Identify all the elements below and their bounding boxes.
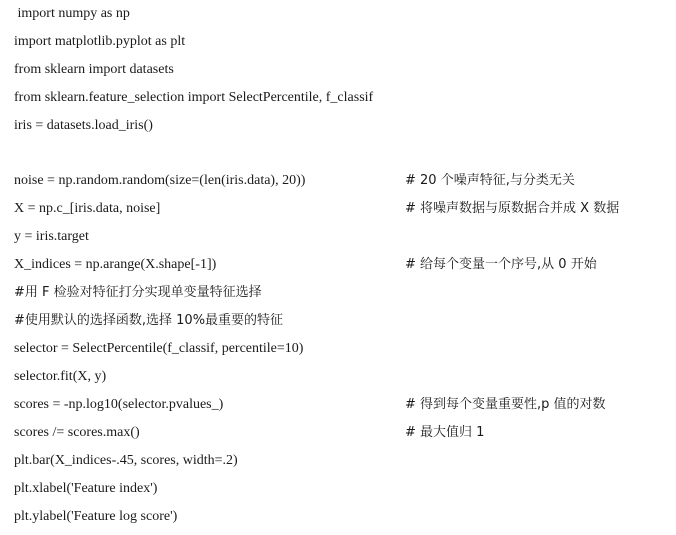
- code-line-concat-x: X = np.c_[iris.data, noise]: [14, 201, 161, 216]
- code-comment-scores: # 得到每个变量重要性,p 值的对数: [405, 397, 606, 412]
- code-comment-normalize: # 最大值归 1: [405, 425, 485, 440]
- code-line-scores: scores = -np.log10(selector.pvalues_): [14, 397, 224, 412]
- code-line-plt-xlabel: plt.xlabel('Feature index'): [14, 481, 158, 496]
- code-line-target-y: y = iris.target: [14, 229, 89, 244]
- code-line-import-datasets: from sklearn import datasets: [14, 62, 174, 77]
- code-comment-concat-x: # 将噪声数据与原数据合并成 X 数据: [405, 201, 620, 216]
- code-line-normalize-scores: scores /= scores.max(): [14, 425, 140, 440]
- code-line-import-selectpercentile: from sklearn.feature_selection import SelectPercentile, f_classif: [14, 90, 374, 105]
- code-line-import-matplotlib: import matplotlib.pyplot as plt: [14, 34, 186, 49]
- code-comment-default-select: #使用默认的选择函数,选择 10%最重要的特征: [14, 313, 284, 328]
- code-comment-ftest: #用 F 检验对特征打分实现单变量特征选择: [14, 285, 262, 300]
- code-line-selector-fit: selector.fit(X, y): [14, 369, 107, 384]
- code-line-noise: noise = np.random.random(size=(len(iris.data), 20)): [14, 173, 306, 188]
- code-comment-x-indices: # 给每个变量一个序号,从 0 开始: [405, 257, 597, 272]
- code-line-load-iris: iris = datasets.load_iris(): [14, 118, 153, 133]
- code-line-import-numpy: import numpy as np: [14, 6, 130, 21]
- code-line-x-indices: X_indices = np.arange(X.shape[-1]): [14, 257, 217, 272]
- code-line-selector: selector = SelectPercentile(f_classif, percentile=10): [14, 341, 304, 356]
- code-line-plt-ylabel: plt.ylabel('Feature log score'): [14, 509, 178, 524]
- code-line-plt-bar: plt.bar(X_indices-.45, scores, width=.2): [14, 453, 238, 468]
- code-comment-noise: # 20 个噪声特征,与分类无关: [405, 173, 575, 188]
